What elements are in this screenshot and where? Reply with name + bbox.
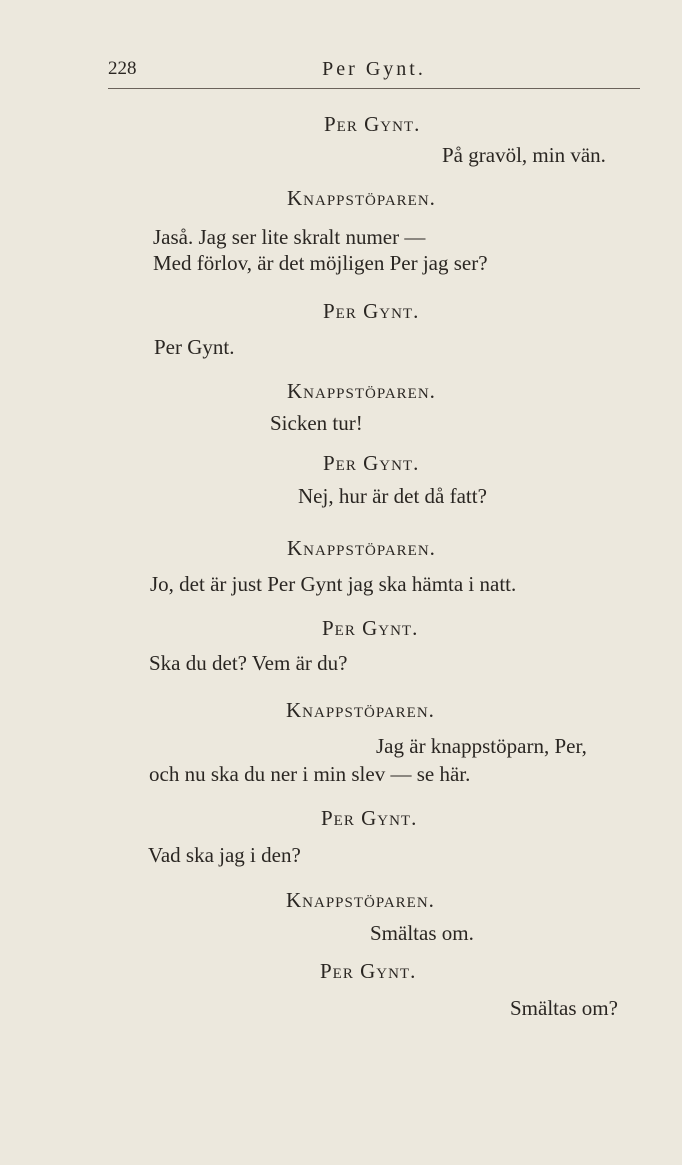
- dialogue-line: Med förlov, är det möjligen Per jag ser?: [153, 251, 488, 275]
- speaker-name: Knappstöparen.: [287, 186, 436, 210]
- dialogue-line: Vad ska jag i den?: [148, 843, 301, 867]
- page-number: 228: [108, 58, 137, 79]
- dialogue-line: Nej, hur är det då fatt?: [298, 484, 487, 508]
- running-title: Per Gynt.: [322, 58, 426, 80]
- speaker-name: Knappstöparen.: [287, 536, 436, 560]
- speaker-name: Per Gynt.: [323, 451, 420, 475]
- dialogue-line: Smältas om?: [510, 996, 618, 1020]
- dialogue-line: Jag är knappstöparn, Per,: [376, 734, 587, 758]
- page-header: [108, 58, 640, 89]
- speaker-name: Per Gynt.: [321, 806, 418, 830]
- speaker-name: Knappstöparen.: [287, 379, 436, 403]
- speaker-name: Knappstöparen.: [286, 888, 435, 912]
- speaker-name: Per Gynt.: [324, 112, 421, 136]
- speaker-name: Per Gynt.: [320, 959, 417, 983]
- dialogue-line: Sicken tur!: [270, 411, 363, 435]
- dialogue-line: Jo, det är just Per Gynt jag ska hämta i natt.: [150, 572, 517, 596]
- speaker-name: Per Gynt.: [322, 616, 419, 640]
- dialogue-line: Jaså. Jag ser lite skralt numer —: [153, 225, 426, 249]
- dialogue-line: Per Gynt.: [154, 335, 235, 359]
- dialogue-line: Smältas om.: [370, 921, 474, 945]
- speaker-name: Per Gynt.: [323, 299, 420, 323]
- dialogue-line: Ska du det? Vem är du?: [149, 651, 348, 675]
- dialogue-line: och nu ska du ner i min slev — se här.: [149, 762, 471, 786]
- speaker-name: Knappstöparen.: [286, 698, 435, 722]
- dialogue-line: På gravöl, min vän.: [442, 143, 606, 167]
